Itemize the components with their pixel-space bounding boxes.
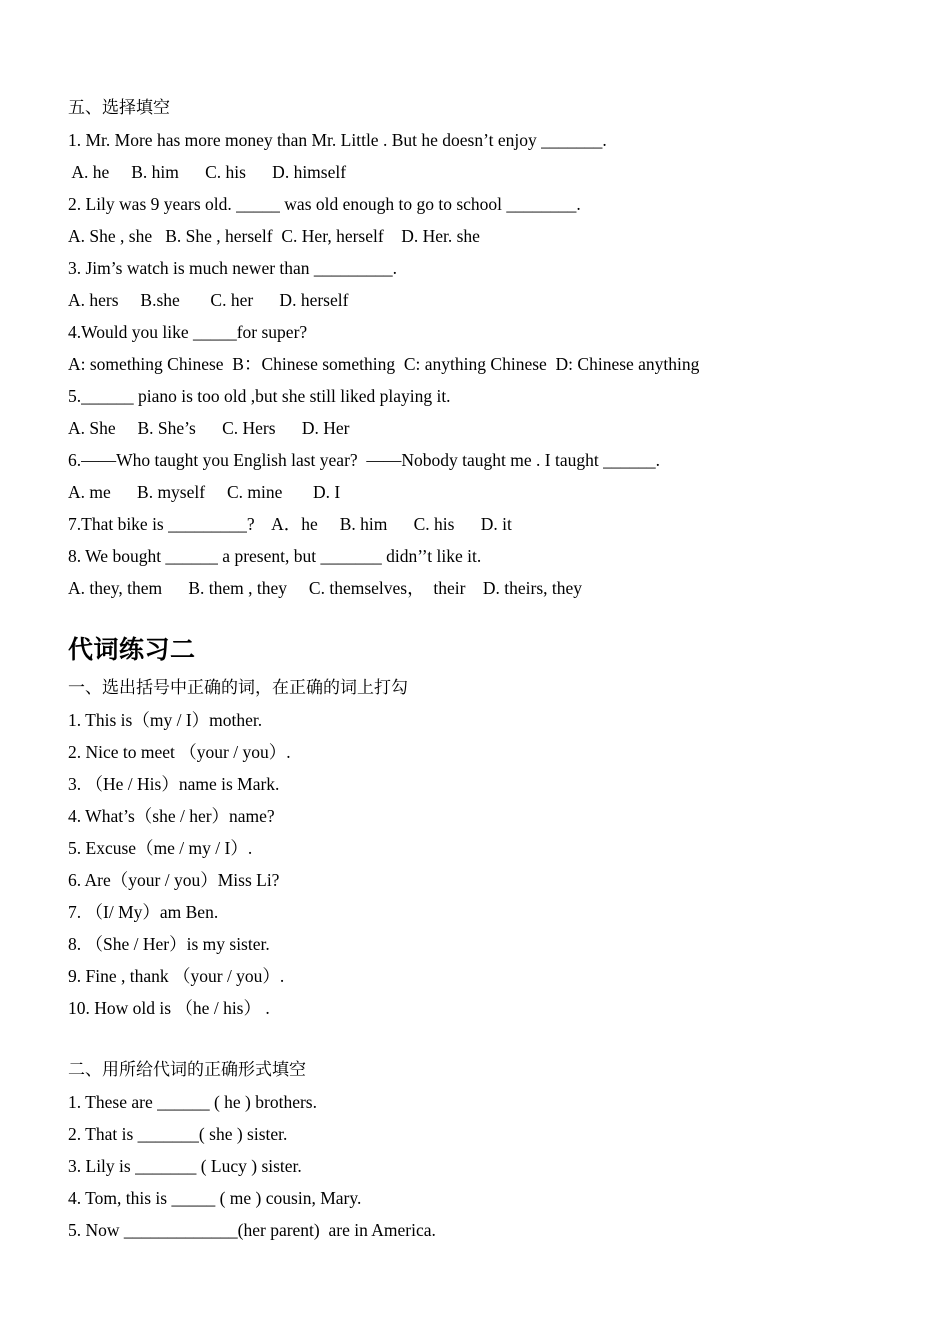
part1-heading: 一、选出括号中正确的词，在正确的词上打勾 xyxy=(68,678,408,698)
part1-item-5: 5. Excuse（me / my / I）. xyxy=(68,838,253,858)
question-7: 7.That bike is _________? A．he B. him C. his D. it xyxy=(68,514,512,534)
worksheet-page xyxy=(68,92,908,1246)
question-8: 8. We bought ______ a present, but _______ didn’’t like it. xyxy=(68,546,482,566)
part2-item-3: 3. Lily is _______ ( Lucy ) sister. xyxy=(68,1156,302,1176)
part2-item-4: 4. Tom, this is _____ ( me ) cousin, Mary. xyxy=(68,1188,362,1208)
spacer xyxy=(68,1024,908,1054)
part1-item-9: 9. Fine , thank （your / you）. xyxy=(68,966,285,986)
question-6-options: A. me B. myself C. mine D. I xyxy=(68,482,341,502)
question-5-options: A. She B. She’s C. Hers D. Her xyxy=(68,418,350,438)
question-3-options: A. hers B.she C. her D. herself xyxy=(68,290,349,310)
question-3: 3. Jim’s watch is much newer than _________. xyxy=(68,258,398,278)
question-2-options: A. She , she B. She , herself C. Her, herself D. Her. she xyxy=(68,226,480,246)
question-6: 6.——Who taught you English last year? ——Nobody taught me . I taught ______. xyxy=(68,450,660,470)
part1-item-7: 7. （I/ My）am Ben. xyxy=(68,902,219,922)
part1-item-6: 6. Are（your / you）Miss Li? xyxy=(68,870,280,890)
part1-item-3: 3. （He / His）name is Mark. xyxy=(68,774,280,794)
section5-heading: 五、选择填空 xyxy=(68,98,170,118)
question-1: 1. Mr. More has more money than Mr. Little . But he doesn’t enjoy _______. xyxy=(68,130,607,150)
part1-item-1: 1. This is（my / I）mother. xyxy=(68,710,263,730)
part2-item-1: 1. These are ______ ( he ) brothers. xyxy=(68,1092,317,1112)
part2-heading: 二、用所给代词的正确形式填空 xyxy=(68,1060,306,1080)
question-4: 4.Would you like _____for super? xyxy=(68,322,308,342)
question-8-options: A. they, them B. them , they C. themselves， their D. theirs, they xyxy=(68,578,583,598)
question-1-options: A. he B. him C. his D. himself xyxy=(68,162,347,182)
question-4-options: A: something Chinese B：Chinese something C: anything Chinese D: Chinese anything xyxy=(68,354,700,374)
question-2: 2. Lily was 9 years old. _____ was old enough to go to school ________. xyxy=(68,194,581,214)
exercise2-title: 代词练习二 xyxy=(68,635,196,664)
spacer xyxy=(68,604,908,628)
part1-item-4: 4. What’s（she / her）name? xyxy=(68,806,275,826)
part1-item-10: 10. How old is （he / his） . xyxy=(68,998,270,1018)
part1-item-2: 2. Nice to meet （your / you）. xyxy=(68,742,291,762)
part2-item-5: 5. Now _____________(her parent) are in America. xyxy=(68,1220,436,1240)
part2-item-2: 2. That is _______( she ) sister. xyxy=(68,1124,288,1144)
question-5: 5.______ piano is too old ,but she still liked playing it. xyxy=(68,386,451,406)
part1-item-8: 8. （She / Her）is my sister. xyxy=(68,934,270,954)
